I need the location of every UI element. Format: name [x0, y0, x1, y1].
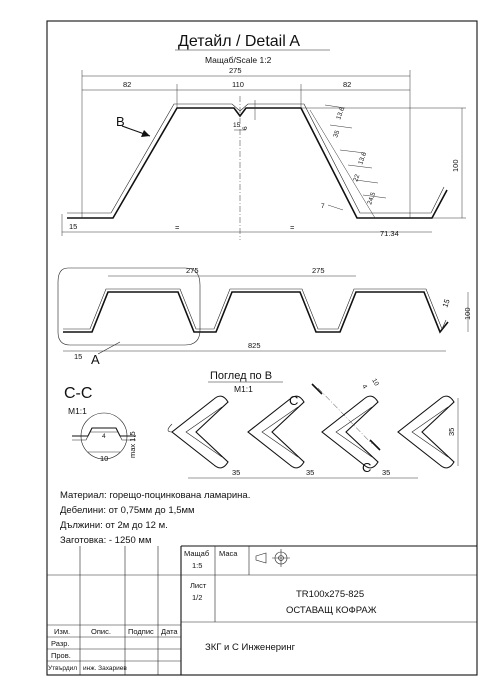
section-cc-title: C-C — [64, 385, 93, 402]
dim-height-100: 100 — [451, 159, 460, 172]
sheet-edge-15: 15 — [74, 352, 83, 361]
drawing-frame — [47, 21, 477, 675]
tb-company: ЗКГ и С Инженеринг — [205, 642, 296, 653]
tb-col-label: Опис. — [91, 627, 111, 636]
dim-web-13-6a: 13.6 — [335, 106, 347, 121]
detail-scale: Мащаб/Scale 1:2 — [205, 55, 272, 65]
tb-col-label: Дата — [161, 627, 178, 636]
sheet-pitch-2: 275 — [312, 266, 325, 275]
note-line: Дебелини: от 0,75мм до 1,5мм — [60, 505, 195, 516]
dim-web-13-6b: 13.6 — [357, 151, 369, 166]
dim-web-7: 7 — [321, 203, 325, 210]
view-b-dim-4: 4 — [360, 383, 369, 391]
dim-71-34: 71.34 — [380, 229, 399, 238]
view-b-dim-35-b: 35 — [306, 468, 315, 477]
note-line: Материал: горещо-поцинкована ламарина. — [60, 490, 251, 501]
sheet-detail-ref-a: A — [91, 352, 100, 367]
tb-col-label: Изм. — [54, 627, 71, 636]
note-line: Заготовка: - 1250 мм — [60, 535, 152, 546]
view-b-dim-10: 10 — [370, 377, 380, 388]
view-arrow-label-b: B — [116, 114, 125, 129]
section-cc-dim-10: 10 — [100, 454, 109, 463]
dim-notch-15: 15 — [233, 122, 241, 129]
view-b-dim-35-a: 35 — [232, 468, 241, 477]
dim-left-82: 82 — [123, 80, 132, 89]
title-block — [47, 546, 477, 675]
dim-web-24-5: 24.5 — [366, 191, 378, 206]
tb-row-label: Разр. — [51, 639, 70, 648]
view-b-title: Поглед по В — [210, 370, 273, 382]
dim-web-22: 22 — [352, 173, 362, 183]
dim-overall-275: 275 — [229, 66, 242, 75]
tb-approved-name: инж. Захариев — [83, 665, 127, 672]
dim-notch-6: 6 — [242, 126, 249, 130]
note-line: Дължини: от 2м до 12 м. — [60, 520, 168, 531]
dim-eq-1: = — [175, 223, 180, 232]
sheet-profile — [63, 289, 448, 332]
section-cc-scale: M1:1 — [68, 406, 87, 416]
tb-approved-label: Утвърдил — [48, 665, 78, 672]
sheet-lip-15: 15 — [440, 297, 452, 309]
tb-scale-label: Мащаб — [184, 549, 210, 558]
dim-top-110: 110 — [232, 80, 244, 89]
dim-right-82: 82 — [343, 80, 352, 89]
tb-scale-value: 1:5 — [192, 561, 203, 570]
tb-mass-label: Маса — [219, 549, 238, 558]
tb-col-label: Подпис — [128, 627, 154, 636]
tb-row-label: Пров. — [51, 651, 71, 660]
detail-a-bubble — [58, 268, 200, 345]
section-cc-dim-4: 4 — [102, 433, 106, 440]
section-cc-dim-max: max 1.5 — [128, 431, 137, 458]
view-b-dim-35-c: 35 — [382, 468, 391, 477]
dim-eq-2: = — [290, 223, 295, 232]
view-b-chevrons — [168, 396, 454, 468]
dim-web-35: 35 — [332, 129, 342, 139]
dim-edge-15: 15 — [69, 222, 78, 231]
view-b-dim-35-v: 35 — [447, 427, 456, 436]
section-cut-label-top: C — [289, 393, 299, 408]
detail-title: Детайл / Detail A — [178, 33, 300, 50]
section-cut-label-bottom: C — [362, 460, 372, 475]
notes — [60, 490, 250, 546]
sheet-pitch-1: 275 — [186, 266, 199, 275]
view-b-scale: М1:1 — [234, 384, 253, 394]
sheet-height-100: 100 — [463, 307, 472, 320]
projection-symbol-icon — [256, 549, 290, 567]
tb-code: TR100x275-825 — [296, 589, 365, 600]
tb-sheet-label: Лист — [190, 581, 207, 590]
tb-sheet-value: 1/2 — [192, 593, 203, 602]
sheet-total-825: 825 — [248, 341, 261, 350]
tb-name: ОСТАВАЩ КОФРАЖ — [286, 605, 377, 616]
